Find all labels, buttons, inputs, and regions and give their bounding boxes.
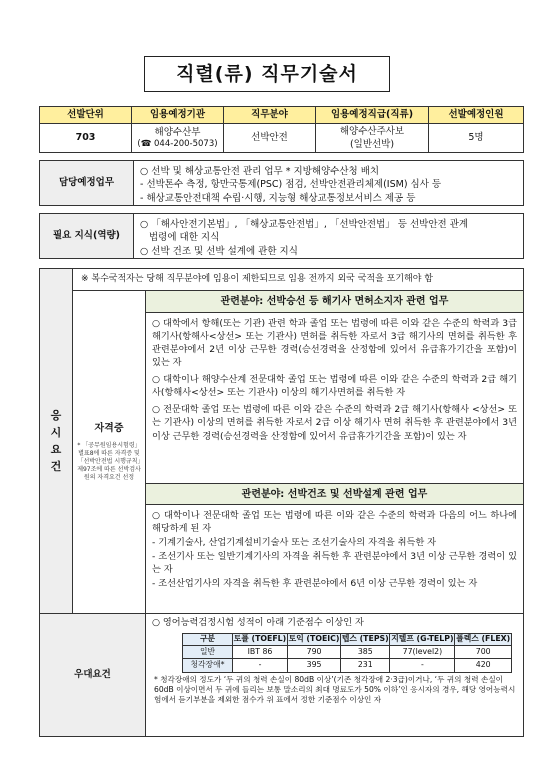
agency-cell xyxy=(132,124,224,153)
knowledge-line-3: ○ 선박 건조 및 선박 설계에 관한 지식 xyxy=(140,245,298,257)
qualification-section xyxy=(39,268,524,614)
side-char: 응 xyxy=(50,408,62,422)
field2-items xyxy=(146,505,523,593)
knowledge-content xyxy=(134,214,523,258)
field2-heading: 관련분야: 선박건조 및 선박설계 관련 업무 xyxy=(146,483,523,505)
qualification-side-label xyxy=(40,269,73,613)
score-col-header: 지텔프 (G-TELP) xyxy=(390,633,455,645)
col-header-agency: 임용예정기관 xyxy=(132,107,224,124)
side-char: 건 xyxy=(50,460,62,474)
rank-track: (일반선박) xyxy=(349,139,395,150)
preferred-label: 우대요건 xyxy=(40,614,146,736)
col-header-field: 직무분야 xyxy=(224,107,316,124)
knowledge-line-1: ○ 「해사안전기본법」, 「해상교통안전법」, 「선박안전법」 등 선박안전 관계 xyxy=(140,218,469,230)
agency-name: 해양수산부 xyxy=(154,126,201,138)
qualification-details xyxy=(146,291,523,613)
score-cell: - xyxy=(390,659,455,673)
score-col-header: 텝스 (TEPS) xyxy=(341,633,390,645)
selection-unit-code: 703 xyxy=(40,124,132,153)
certificate-label: 자격증 xyxy=(94,422,124,434)
field2-item: - 조선산업기사의 자격을 취득한 후 관련분야에서 6년 이상 근무한 경력이 있는 자 xyxy=(152,578,478,590)
score-col-header: 플렉스 (FLEX) xyxy=(455,633,512,645)
duties-section xyxy=(39,160,524,206)
field1-item: ○ 대학이나 해양수산계 전문대학 졸업 또는 법령에 따른 이와 같은 수준의 학력과 2급 해기사(항해사<상선> 또는 기관사) 이상의 해기사면허를 취득한 자 xyxy=(152,374,517,399)
duties-content xyxy=(134,161,523,205)
preferred-section xyxy=(39,614,524,737)
side-char: 요 xyxy=(50,443,62,456)
field1-heading: 관련분야: 선박승선 등 해기사 면허소지자 관련 업무 xyxy=(146,291,523,313)
col-header-count: 선발예정인원 xyxy=(429,107,524,124)
field1-items xyxy=(146,313,523,483)
selection-header-table xyxy=(39,106,524,153)
knowledge-section xyxy=(39,213,524,259)
hearing-footnote: * 청각장애의 정도가 ‘두 귀의 청력 손실이 80dB 이상’(기존 청각장애 2·3급)이거나, ‘두 귀의 청력 손실이 60dB 이상이면서 두 귀에 들리는 보통 말소리의 최대 명료도가 50% 이하’인 응시자의 경우, 해당 영어능력시험에서 듣기부분을 제외한 점수가 위 표에서 정한 기준점수 이상인 자 xyxy=(154,675,516,705)
score-cell: 420 xyxy=(455,659,512,673)
score-cell: - xyxy=(233,659,288,673)
certificate-note: * 「공무원임용시험령」별표8에 따른 자격증 및 「선박안전법 시행규칙」제97조에 따른 선박검사원의 자격요건 선정 xyxy=(77,441,141,482)
certificate-column xyxy=(73,291,146,613)
preferred-intro: ○ 영어능력검정시험 성적이 아래 기준점수 이상인 자 xyxy=(152,617,364,628)
duties-line-1: ○ 선박 및 해상교통안전 관리 업무 * 지방해양수산청 배치 xyxy=(140,165,380,177)
rank-cell xyxy=(316,124,429,153)
planned-count: 5명 xyxy=(429,124,524,153)
page-title: 직렬(류) 직무기술서 xyxy=(144,56,390,92)
rank-name: 해양수산주사보 xyxy=(339,125,405,137)
duties-line-3: - 해상교통안전대책 수립·시행, 지능형 해상교통정보서비스 제공 등 xyxy=(140,192,416,204)
agency-phone: (☎ 044-200-5073) xyxy=(137,138,218,149)
score-row-general xyxy=(183,645,512,659)
score-cell: 231 xyxy=(341,659,390,673)
nationality-note: ※ 복수국적자는 당해 직무분야에 임용이 제한되므로 임용 전까지 외국 국적을 포기해야 함 xyxy=(73,269,523,291)
field2-item: - 기계기술사, 산업기계설비기술사 또는 조선기술사의 자격을 취득한 자 xyxy=(152,537,437,549)
job-field: 선박안전 xyxy=(224,124,316,153)
score-cell: 77(level2) xyxy=(390,645,455,659)
score-cell: 385 xyxy=(341,645,390,659)
duties-label: 담당예정업무 xyxy=(40,161,134,205)
knowledge-line-2: 법령에 대한 지식 xyxy=(149,232,220,244)
field2-item: ○ 대학이나 전문대학 졸업 또는 법령에 따른 이와 같은 수준의 학력과 다음의 어느 하나에 해당하게 된 자 xyxy=(152,510,517,535)
score-cell: 700 xyxy=(455,645,512,659)
score-cell: IBT 86 xyxy=(233,645,288,659)
score-cell: 청각장애* xyxy=(183,659,233,673)
col-header-unit: 선발단위 xyxy=(40,107,132,124)
score-col-header: 구분 xyxy=(183,633,233,645)
score-col-header: 토플 (TOEFL) xyxy=(233,633,288,645)
col-header-rank: 임용예정직급(직류) xyxy=(316,107,429,124)
duties-line-2: - 선박톤수 측정, 항만국통제(PSC) 점검, 선박안전관리체제(ISM) 심사 등 xyxy=(140,179,442,191)
score-cell: 일반 xyxy=(183,645,233,659)
english-score-table xyxy=(182,633,512,673)
side-char: 시 xyxy=(50,425,62,439)
score-cell: 395 xyxy=(287,659,340,673)
score-cell: 790 xyxy=(287,645,340,659)
field2-item: - 조선기사 또는 일반기계기사의 자격을 취득한 후 관련분야에서 3년 이상 근무한 경력이 있는 자 xyxy=(152,551,517,576)
field1-item: ○ 전문대학 졸업 또는 법령에 따른 이와 같은 수준의 학력과 2급 해기사(항해사 <상선> 또는 기관사) 이상의 면허를 취득한 자로서 2급 이상 해기사 면허 취득한 후 관련분야에서 3년 이상 근무한 경력(승선경력을 산정함에 있어서 유급휴가기간을 포함)이 있는 자 xyxy=(152,404,517,442)
score-row-hearing xyxy=(183,659,512,673)
field1-item: ○ 대학에서 항해(또는 기관) 관련 학과 졸업 또는 법령에 따른 이와 같은 수준의 학력과 3급 해기사(항해사<상선> 또는 기관사) 면허를 취득한 자로서 3급 해기사의 면허를 취득한 후 관련분야에서 2년 이상 근무한 경력(승선경력을 산정함에 있어서 유급휴가기간을 포함)이 있는 자 xyxy=(152,318,517,369)
knowledge-label: 필요 지식(역량) xyxy=(40,214,134,258)
preferred-content xyxy=(146,614,523,736)
score-col-header: 토익 (TOEIC) xyxy=(287,633,340,645)
